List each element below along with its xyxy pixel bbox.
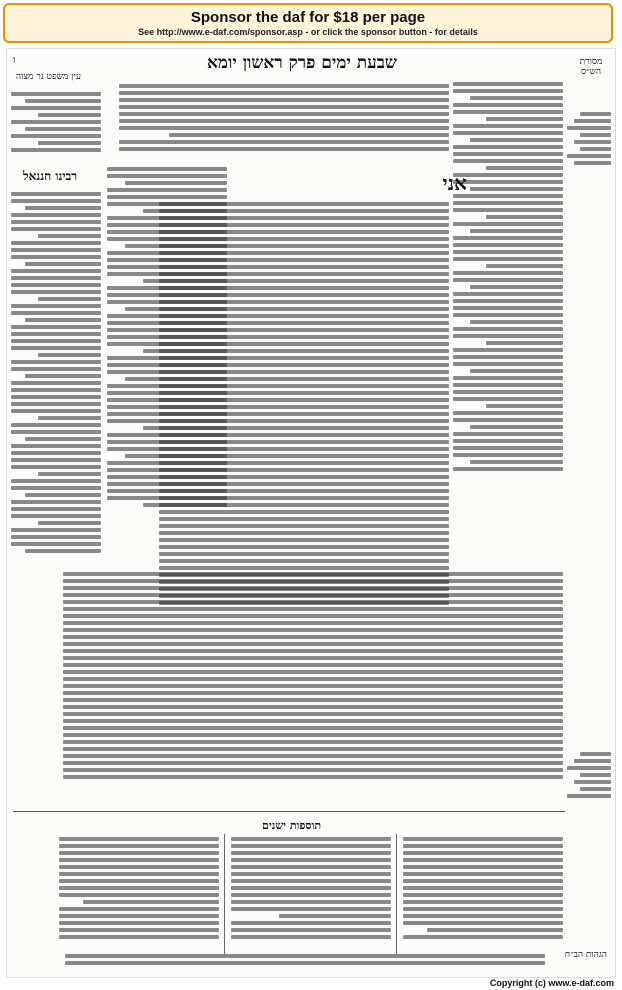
column-divider-2 [224,834,225,954]
talmud-page [6,48,616,978]
gemara-continuation [63,569,563,804]
banner-subtitle[interactable]: See http://www.e-daf.com/sponsor.asp - or click the sponsor button - for details [138,27,478,37]
bottom-right-column [403,834,563,954]
tosafot-column [107,164,227,559]
page-number: ו [13,55,16,66]
tosafot-yeshanim-title: תוספות ישנים [262,819,322,832]
column-divider-1 [396,834,397,954]
banner-title: Sponsor the daf for $18 per page [190,9,426,26]
separator-line [13,811,565,812]
rabbeinu-chananel-title: רבינו חננאל [23,169,78,183]
bottom-left-column [59,834,219,954]
copyright-footer: Copyright (c) www.e-daf.com [489,978,614,988]
margin-right-column [567,109,611,729]
ein-mishpat-label: עין משפט נר מצוה [15,72,81,82]
chananel-column [11,189,101,609]
bottom-notes [65,951,545,975]
top-text-block [119,81,449,161]
bottom-middle-column [231,834,391,954]
sponsor-banner[interactable] [3,3,613,43]
margin-right-lower [567,749,611,929]
masoret-label: מסורת הש״ס [579,57,603,77]
opening-words: אני [442,171,467,195]
hagahot-label: הגהות הב״ח [564,950,607,960]
rashi-column [453,79,563,549]
page-header: שבעת ימים פרק ראשון יומא [207,53,397,73]
left-margin-column [11,89,101,164]
